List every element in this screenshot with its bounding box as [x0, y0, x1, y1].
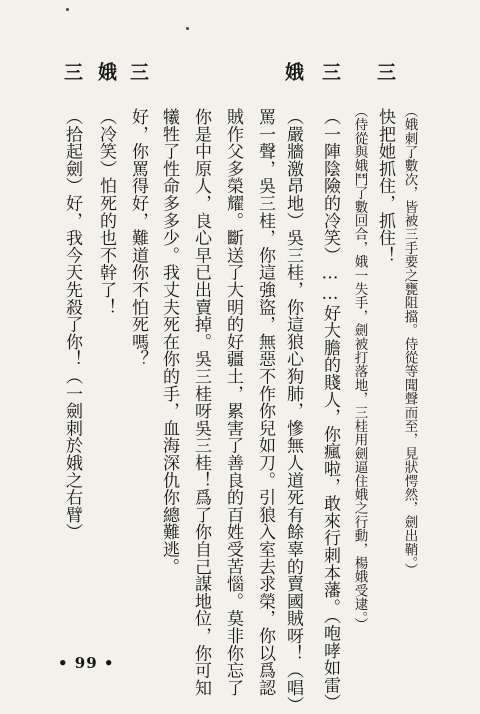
verse-line: 犧牲了性命多多少。我丈夫死在你的手，血海深仇你總難逃。 — [159, 108, 179, 576]
dialogue-line: （拾起劍）好，我今天先殺了你！（一劍刺於娥之右臂） — [62, 108, 82, 541]
print-speck — [186, 27, 189, 30]
dialogue-line: （冷笑）怕死的也不幹了！ — [96, 108, 116, 316]
dialogue-line: 好，你罵得好，難道你不怕死嗎？ — [128, 108, 148, 368]
verse-line: 賊作父多榮耀。斷送了大明的好疆土，累害了善良的百姓受苦惱。莫非你忘了 — [223, 108, 243, 697]
speaker-label: 娥 — [282, 62, 304, 83]
page-number: • 99 • — [58, 654, 115, 672]
verse-line: 罵一聲，吳三桂，你這強盜，無惡不作你兒如刀。引狼入室去求榮，你以爲認 — [255, 108, 275, 697]
speaker-label: 娥 — [95, 62, 117, 83]
stage-direction: （娥刺了數次，皆被三手要之甕阻擋。侍從等聞聲而至，見狀愕然，劍出鞘。） — [401, 104, 418, 577]
speaker-label: 三 — [127, 62, 149, 83]
speaker-label: 三 — [374, 62, 396, 83]
stage-direction: （侍從與娥鬥了數回合，娥一失手，劍被打落地，三桂用劍逼住娥之行動，楊娥受逮。） — [351, 104, 368, 632]
verse-line: 你是中原人，良心早已出賣掉。吳三桂呀吳三桂！爲了你自己謀地位，你可知 — [191, 108, 211, 697]
print-speck — [66, 8, 69, 11]
dialogue-line: （嚴牆激昂地）吳三桂，你這狼心狗肺，慘無人道死有餘辜的賣國賊呀！（唱） — [283, 108, 303, 714]
dialogue-line: 快把她抓住，抓住！ — [375, 108, 395, 264]
speaker-label: 三 — [319, 62, 341, 83]
dialogue-line: （一陣陰險的冷笑）……好大膽的賤人，你瘋啦，敢來行刺本藩。（咆哮如雷） — [320, 108, 340, 711]
speaker-label: 三 — [61, 62, 83, 83]
